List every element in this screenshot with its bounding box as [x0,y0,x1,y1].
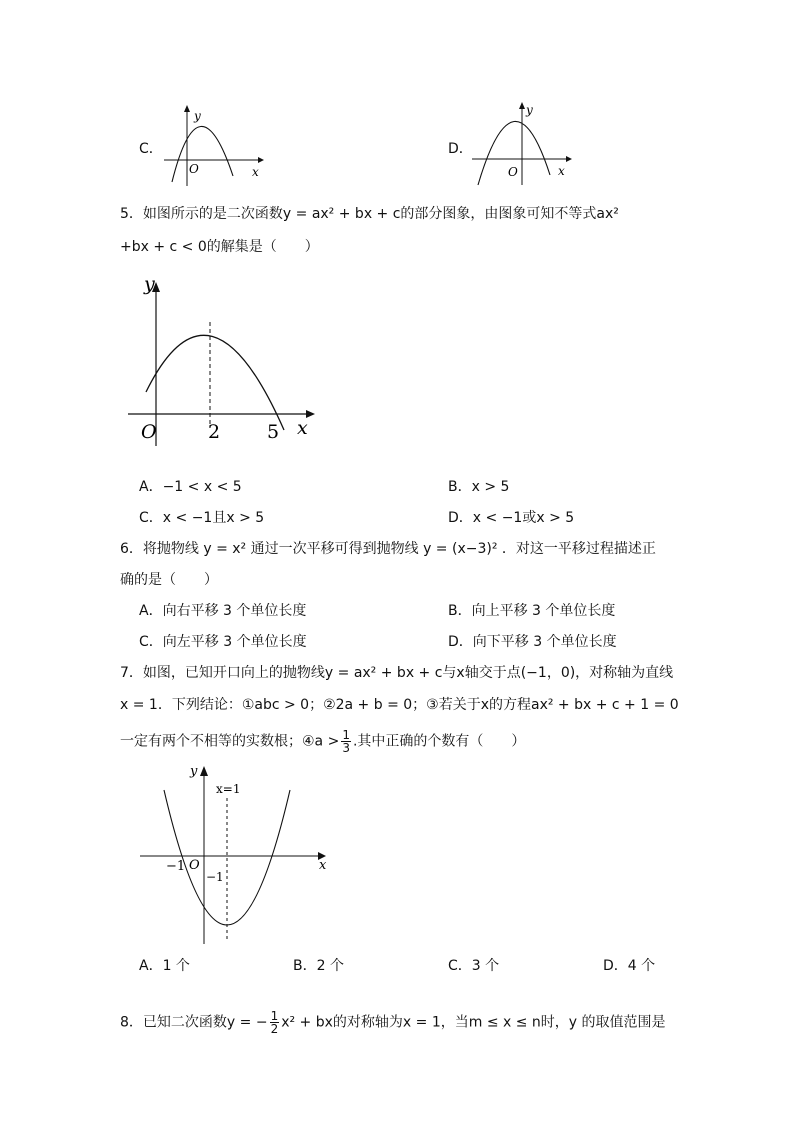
x-axis-label: x [319,858,327,873]
q7-graph [130,760,340,950]
x-axis-arrow [566,156,572,162]
q7-stem-line3-part2: .其中正确的个数有（ ） [352,733,526,750]
q6-stem-line1: 6．将抛物线 y = x² 通过一次平移可得到抛物线 y = (x−3)² ．对这一平移过程描述正 [120,541,656,557]
q5-stem-line2: +bx + c < 0的解集是（ ） [120,239,319,255]
origin-label: O [508,165,518,179]
q7-stem-line3-part1: 一定有两个不相等的实数根；④a > [120,733,340,750]
q7-fraction-numerator: 1 [342,728,350,742]
origin-label: O [189,162,199,176]
q4-option-c-label[interactable]: C． [139,141,163,157]
parabola-curve [146,335,284,430]
q7-stem-line2: x = 1．下列结论：①abc > 0；②2a + b = 0；③若关于x的方程ax² + bx + c + 1 = 0 [120,697,679,713]
x-axis-arrow [258,157,264,163]
q6-option-a[interactable]: A．向右平移 3 个单位长度 [139,603,307,619]
q7-option-d[interactable]: D．4 个 [603,958,656,974]
q4-option-d-graph [468,97,580,187]
q4-option-d-label[interactable]: D． [448,141,473,157]
q7-fraction [341,729,351,754]
y-axis-label: y [144,273,155,295]
q5-option-a[interactable]: A．−1 < x < 5 [139,479,242,495]
q8-stem-line1 [120,1010,666,1035]
q7-fraction-denominator: 3 [342,741,350,755]
q8-fraction-numerator: 1 [270,1009,279,1023]
x-axis-label: x [297,417,308,439]
origin-label: O [141,421,157,443]
symmetry-axis-label: x=1 [216,782,241,796]
q5-stem-line1: 5．如图所示的是二次函数y = ax² + bx + c的部分图象，由图象可知不等式ax² [120,206,619,222]
y-intercept-label: −1 [206,870,224,884]
y-axis-label: y [194,109,201,123]
q5-option-d[interactable]: D．x < −1或x > 5 [448,510,575,526]
q6-option-c[interactable]: C．向左平移 3 个单位长度 [139,634,307,650]
q6-option-b[interactable]: B．向上平移 3 个单位长度 [448,603,616,619]
q6-stem-line2: 确的是（ ） [120,572,218,588]
x-axis-label: x [558,164,565,178]
tick-label-5: 5 [267,421,280,443]
q6-option-d[interactable]: D．向下平移 3 个单位长度 [448,634,617,650]
q7-option-a[interactable]: A．1 个 [139,958,190,974]
y-axis-arrow [184,105,190,112]
q8-fraction [270,1010,280,1035]
tick-label-2: 2 [208,421,221,443]
q5-graph [120,268,330,448]
x-intercept-label: −1 [166,859,186,874]
y-axis-label: y [526,103,533,117]
q5-option-b[interactable]: B．x > 5 [448,479,510,495]
q4-option-c-graph [160,100,270,190]
y-axis-arrow [200,766,208,776]
q8-stem-part1: 8．已知二次函数y = − [120,1014,268,1031]
q8-fraction-denominator: 2 [270,1022,279,1036]
q7-option-b[interactable]: B．2 个 [293,958,344,974]
q7-stem-line3 [120,729,525,754]
y-axis-label: y [190,764,198,779]
x-axis-label: x [252,165,259,179]
q7-option-c[interactable]: C．3 个 [448,958,500,974]
q8-stem-part2: x² + bx的对称轴为x = 1，当m ≤ x ≤ n时，y 的取值范围是 [281,1014,666,1031]
q7-stem-line1: 7．如图，已知开口向上的抛物线y = ax² + bx + c与x轴交于点(−1，0)，对称轴为直线 [120,665,674,681]
y-axis-arrow [519,102,525,109]
parabola-curve [172,126,233,182]
origin-label: O [189,858,200,873]
q5-option-c[interactable]: C．x < −1且x > 5 [139,510,265,526]
